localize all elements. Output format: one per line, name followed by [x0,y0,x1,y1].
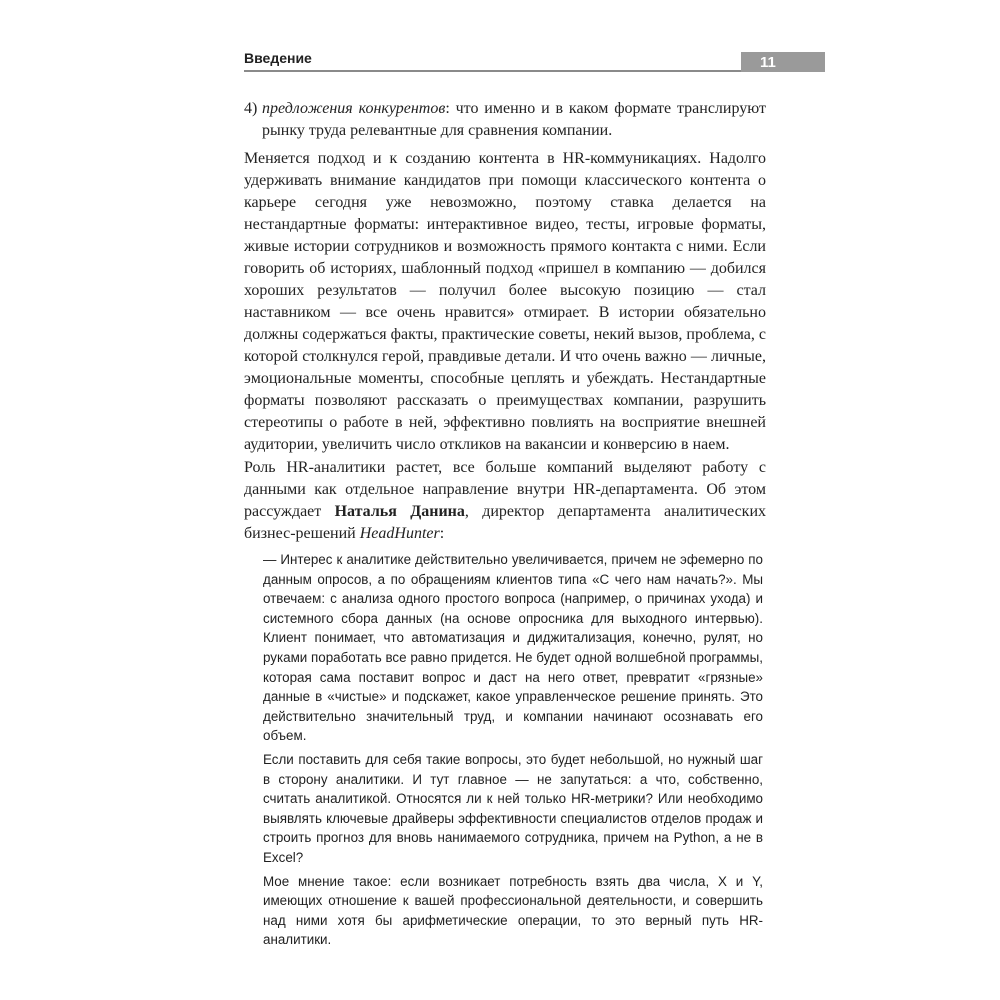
paragraph-text: Роль HR-аналитики растет, все больше компаний выделяют работу с данными как отдельное направление внутри HR-департамента. Об этом рассуждает [244,459,766,520]
paragraph-hr-analytics [244,457,766,545]
numbered-list-item [244,98,766,142]
paragraph-text: , директор департамента аналитических бизнес-решений [244,503,767,542]
paragraph-text: : [439,525,445,542]
list-item-number: 4) [244,100,258,117]
person-name: Наталья Данина [334,503,465,520]
company-name: HeadHunter [359,525,440,542]
list-item-text: : что именно и в каком формате транслируют рынку труда релевантные для сравнения компании. [262,100,766,139]
header-rule [244,70,825,72]
chapter-title: Введение [244,50,312,66]
interview-quote [263,550,763,954]
page-number: 11 [760,53,776,71]
paragraph-content-approach [244,148,766,456]
paragraph-text: Меняется подход и к созданию контента в HR-коммуникациях. Надолго удерживать внимание кандидатов при помощи классического контента о карьере сегодня уже невозможно, поэтому ставка делается на нестандартные форматы: интерактивное видео, тесты, игровые форматы, живые истории сотрудников и возможность прямого контакта с ними. Если говорить об историях, шаблонный подход «пришел в компанию — добился хороших результатов — получил более высокую позицию — стал наставником — все очень нравится» отмирает. В истории обязательно должны содержаться факты, практические советы, некий вызов, проблема, с которой столкнулся герой, правдивые детали. И что очень важно — личные, эмоциональные моменты, способные цеплять и убеждать. Нестандартные форматы позволяют рассказать о преимуществах компании, разрушить стереотипы о работе в ней, эффективно повлиять на восприятие внешней аудитории, увеличить число откликов на вакансии и конверсию в наем. [244,150,766,453]
list-item-term: предложения конкурентов [262,100,446,117]
quote-paragraph: — Интерес к аналитике действительно увеличивается, причем не эфемерно по данным опросов, а по обращениям клиентов типа «С чего нам начать?». Мы отвечаем: с анализа одного простого вопроса (например, о причинах ухода) и системного сбора данных (на основе опросника для выходного интервью). Клиент понимает, что автоматизация и диджитализация, конечно, рулят, но руками поработать все равно придется. Не будет одной волшебной программы, которая сама поставит вопрос и даст на него ответ, превратит «грязные» данные в «чистые» и подскажет, какое управленческое решение принять. Это действительно значительный труд, и компании начинают осознавать его объем. [263,552,763,744]
quote-paragraph: Если поставить для себя такие вопросы, это будет небольшой, но нужный шаг в сторону аналитики. И тут главное — не запутаться: а что, собственно, считать аналитикой. Относятся ли к ней только HR-метрики? Или необходимо выявлять ключевые драйверы эффективности специалистов отделов продаж и строить прогноз для вновь нанимаемого сотрудника, причем на Python, а не в Excel? [263,751,763,865]
running-header [244,50,825,72]
page-number-badge [741,52,825,72]
quote-paragraph: Мое мнение такое: если возникает потребность взять два числа, X и Y, имеющих отношение к вашей профессиональной деятельности, и совершить над ними хотя бы арифметические операции, то это верный путь HR-аналитики. [263,873,763,948]
